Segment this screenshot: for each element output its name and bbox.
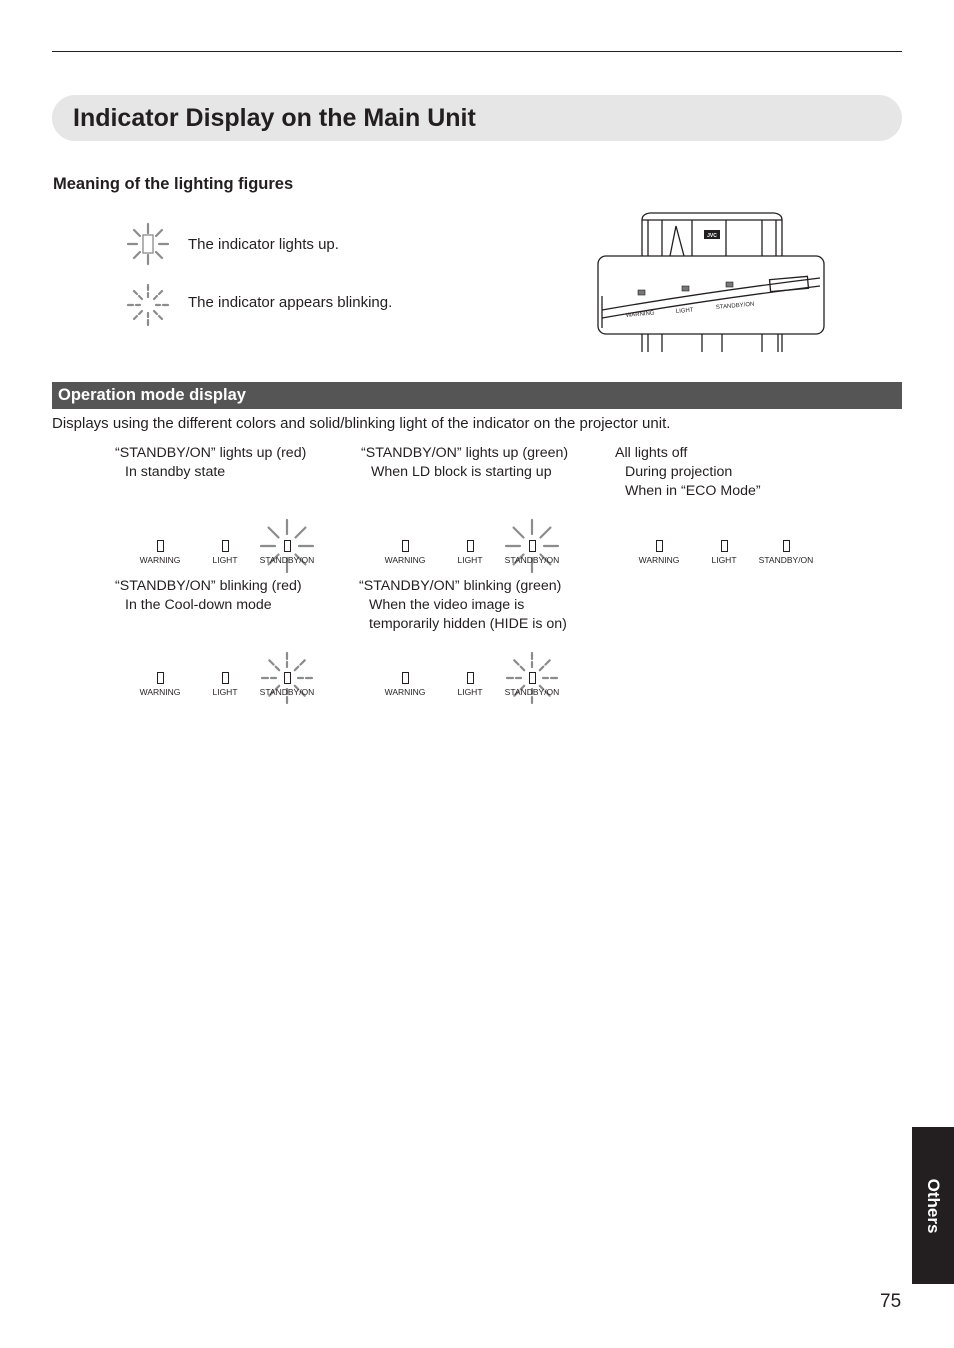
case-line: During projection [625, 464, 733, 480]
indicator-row [375, 642, 605, 702]
case-line: When LD block is starting up [371, 464, 552, 480]
indicator-label: LIGHT [457, 555, 483, 565]
others-side-tab[interactable] [912, 1127, 954, 1284]
indicator-led [783, 540, 790, 552]
lights-up-icon [126, 222, 170, 266]
indicator-led [656, 540, 663, 552]
case-line: “STANDBY/ON” blinking (red) [115, 578, 302, 594]
case-line: “STANDBY/ON” blinking (green) [359, 578, 562, 594]
indicator-label: WARNING [384, 687, 426, 697]
indicator-row [375, 510, 605, 570]
case-standby-red-text [115, 444, 306, 482]
indicator-label: STANDBY/ON [259, 555, 315, 565]
lights-up-text: The indicator lights up. [188, 236, 339, 253]
case-line: temporarily hidden (HIDE is on) [369, 616, 567, 632]
indicator-label: WARNING [139, 687, 181, 697]
case-line: When the video image is [369, 597, 525, 613]
blinking-icon [126, 283, 170, 327]
operation-mode-heading: Operation mode display [58, 386, 246, 404]
operation-mode-intro: Displays using the different colors and solid/blinking light of the indicator on the projector unit. [52, 415, 671, 432]
indicator-label: WARNING [139, 555, 181, 565]
case-line: All lights off [615, 445, 688, 461]
indicator-led [157, 672, 164, 684]
indicator-label: LIGHT [457, 687, 483, 697]
case-line: “STANDBY/ON” lights up (red) [115, 445, 307, 461]
case-blink-red-text [115, 577, 302, 615]
indicator-led [402, 672, 409, 684]
indicator-label: STANDBY/ON [504, 687, 560, 697]
blinking-text: The indicator appears blinking. [188, 294, 393, 311]
indicator-row [629, 510, 859, 570]
case-line: In the Cool-down mode [125, 597, 272, 613]
case-line: “STANDBY/ON” lights up (green) [361, 445, 569, 461]
lighting-figures-heading: Meaning of the lighting figures [53, 175, 294, 193]
indicator-led [467, 672, 474, 684]
indicator-label: LIGHT [711, 555, 737, 565]
panel-label-warning: WARNING [625, 310, 655, 319]
case-all-off-text [615, 444, 761, 501]
case-line: When in “ECO Mode” [625, 483, 761, 499]
indicator-led [222, 540, 229, 552]
page-title: Indicator Display on the Main Unit [73, 104, 476, 132]
case-line: In standby state [125, 464, 226, 480]
indicator-row [130, 642, 360, 702]
indicator-label: LIGHT [212, 687, 238, 697]
case-standby-green-text [361, 444, 568, 482]
indicator-row [130, 510, 360, 570]
indicator-led [721, 540, 728, 552]
indicator-led [529, 672, 536, 684]
case-blink-green-text [359, 577, 567, 634]
indicator-led [402, 540, 409, 552]
panel-label-standby: STANDBY/ON [715, 301, 755, 311]
page-number: 75 [880, 1291, 902, 1312]
indicator-label: WARNING [384, 555, 426, 565]
top-rule [52, 51, 902, 52]
projector-logo: JVC [707, 233, 717, 239]
indicator-led [467, 540, 474, 552]
projector-panel-illustration [596, 208, 828, 354]
indicator-label: STANDBY/ON [259, 687, 315, 697]
indicator-led [284, 540, 291, 552]
indicator-label: WARNING [638, 555, 680, 565]
indicator-led [529, 540, 536, 552]
indicator-led [284, 672, 291, 684]
indicator-led [157, 540, 164, 552]
indicator-label: LIGHT [212, 555, 238, 565]
side-tab-label: Others [924, 1178, 943, 1233]
indicator-label: STANDBY/ON [758, 555, 814, 565]
indicator-label: STANDBY/ON [504, 555, 560, 565]
indicator-led [222, 672, 229, 684]
panel-label-light: LIGHT [675, 307, 694, 315]
